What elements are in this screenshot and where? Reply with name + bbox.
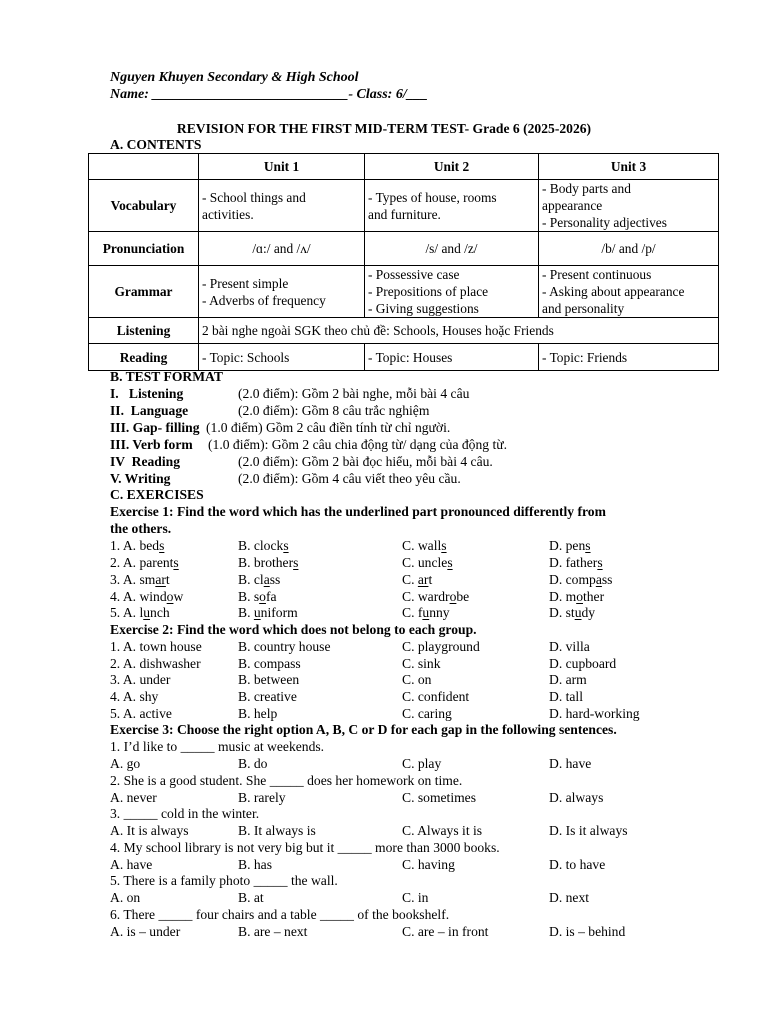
underlined-part: ar: [417, 572, 429, 587]
answer-option: D. Is it always: [549, 823, 628, 838]
table-cell: /ɑ:/ and /ʌ/: [199, 232, 365, 266]
section-a-heading: A. CONTENTS: [110, 137, 202, 152]
answer-option: B. It always is: [238, 823, 316, 838]
question-text: 3. _____ cold in the winter.: [110, 806, 260, 821]
option-word: C. art: [402, 572, 433, 587]
answer-option: C. having: [402, 856, 455, 872]
option-word: B. clocks: [238, 538, 289, 553]
option-word: C. funny: [402, 605, 450, 620]
table-row: [89, 266, 719, 318]
answer-option: A. go: [110, 756, 141, 771]
option-word: 5. A. lunch: [110, 605, 170, 620]
option-word: 1. A. town house: [110, 639, 202, 654]
table-row: [89, 318, 719, 344]
table-cell: - Topic: Schools: [199, 344, 365, 371]
option-word: B. uniform: [238, 605, 298, 620]
option-word: D. fathers: [549, 555, 603, 570]
exercise-3-title: Exercise 3: Choose the right option A, B, C or D for each gap in the following sentences.: [110, 722, 617, 737]
row-header: Listening: [89, 318, 199, 344]
question-text: 5. There is a family photo _____ the wall.: [110, 873, 338, 888]
answer-option: C. sometimes: [402, 789, 477, 805]
option-word: D. arm: [549, 672, 587, 687]
option-word: B. between: [238, 672, 300, 687]
format-item-text: (2.0 điểm): Gồm 8 câu trắc nghiệm: [238, 403, 430, 418]
option-word: 2. A. dishwasher: [110, 656, 201, 671]
underlined-part: s: [293, 555, 299, 570]
option-word: D. tall: [549, 689, 583, 704]
column-header: Unit 3: [539, 154, 719, 180]
table-cell-merged: 2 bài nghe ngoài SGK theo chủ đề: Schools, Houses hoặc Friends: [199, 318, 719, 344]
table-corner-cell: [89, 154, 199, 180]
option-word: C. sink: [402, 656, 441, 671]
answer-option: D. is – behind: [549, 923, 626, 939]
table-cell: - Topic: Friends: [539, 344, 719, 371]
name-class-line: Name: ____________________________- Class: 6/___: [110, 87, 428, 102]
option-word: 4. A. shy: [110, 689, 159, 704]
option-word: C. playground: [402, 639, 480, 654]
option-word: D. compass: [549, 572, 613, 587]
underlined-part: a: [595, 572, 602, 587]
option-word: 3. A. smart: [110, 572, 170, 587]
question-text: 2. She is a good student. She _____ does her homework on time.: [110, 772, 463, 788]
answer-option: D. have: [549, 756, 592, 771]
option-word: B. creative: [238, 689, 297, 704]
answer-option: D. to have: [549, 856, 606, 872]
underlined-part: s: [597, 555, 603, 570]
row-header: Vocabulary: [89, 180, 199, 232]
option-word: B. help: [238, 706, 278, 721]
underlined-part: s: [585, 538, 591, 553]
table-row: [89, 180, 719, 232]
row-header: Pronunciation: [89, 232, 199, 266]
table-cell: - Possessive case - Prepositions of place - Giving suggestions: [365, 266, 539, 318]
exercise-1-title: Exercise 1: Find the word which has the underlined part pronounced differently from: [110, 504, 606, 519]
answer-option: D. always: [549, 789, 604, 805]
table-header-row: [89, 154, 719, 180]
format-item-label: III. Verb form: [110, 437, 193, 452]
answer-option: C. Always it is: [402, 823, 483, 838]
format-item-label: II. Language: [110, 403, 189, 418]
answer-option: B. at: [238, 890, 264, 905]
underlined-part: u: [253, 605, 261, 620]
underlined-part: o: [449, 589, 457, 604]
section-b-heading: B. TEST FORMAT: [110, 369, 223, 384]
format-item-label: I. Listening: [110, 386, 184, 401]
format-item-text: (2.0 điểm): Gồm 2 bài đọc hiểu, mỗi bài 4 câu.: [238, 454, 493, 469]
question-text: 6. There _____ four chairs and a table _____ of the bookshelf.: [110, 906, 450, 922]
underlined-part: s: [173, 555, 179, 570]
underlined-part: ar: [155, 572, 166, 587]
option-word: 4. A. window: [110, 589, 184, 604]
answer-option: B. do: [238, 756, 268, 771]
option-word: C. uncles: [402, 555, 453, 570]
option-word: D. pens: [549, 538, 591, 553]
answer-option: A. It is always: [110, 823, 189, 838]
column-header: Unit 1: [199, 154, 365, 180]
answer-option: B. are – next: [238, 923, 308, 939]
option-word: B. compass: [238, 656, 301, 671]
option-word: B. sofa: [238, 589, 277, 604]
underlined-part: o: [166, 589, 174, 604]
option-word: C. confident: [402, 689, 470, 704]
table-row: [89, 232, 719, 266]
table-cell: /b/ and /p/: [539, 232, 719, 266]
page-title: REVISION FOR THE FIRST MID-TERM TEST- Grade 6 (2025-2026): [176, 121, 592, 136]
row-header: Grammar: [89, 266, 199, 318]
option-word: 5. A. active: [110, 706, 172, 721]
format-item-label: IV Reading: [110, 454, 180, 469]
option-word: C. wardrobe: [402, 589, 470, 604]
answer-option: A. on: [110, 890, 141, 905]
answer-option: D. next: [549, 890, 590, 905]
underlined-part: o: [259, 589, 266, 604]
option-word: C. walls: [402, 538, 447, 553]
option-word: D. villa: [549, 639, 590, 654]
answer-option: A. is – under: [110, 923, 181, 939]
option-word: B. class: [238, 572, 281, 587]
option-word: B. country house: [238, 639, 331, 654]
answer-option: A. have: [110, 856, 153, 872]
row-header: Reading: [89, 344, 199, 371]
underlined-part: u: [143, 605, 151, 620]
answer-option: C. play: [402, 756, 442, 771]
option-word: 3. A. under: [110, 672, 171, 687]
format-item-label: III. Gap- filling: [110, 420, 200, 435]
option-word: D. cupboard: [549, 656, 617, 671]
underlined-part: s: [283, 538, 289, 553]
underlined-part: u: [422, 605, 430, 620]
format-item-text: (1.0 điểm): Gồm 2 câu chia động từ/ dạng của động từ.: [208, 437, 508, 452]
question-text: 1. I’d like to _____ music at weekends.: [110, 739, 325, 754]
format-item-text: (2.0 điểm): Gồm 2 bài nghe, mỗi bài 4 câu: [238, 386, 470, 401]
table-cell: - School things and activities.: [199, 180, 365, 232]
underlined-part: s: [159, 538, 165, 553]
table-cell: /s/ and /z/: [365, 232, 539, 266]
answer-option: B. rarely: [238, 789, 286, 805]
option-word: D. study: [549, 605, 596, 620]
question-text: 4. My school library is not very big but it _____ more than 3000 books.: [110, 839, 500, 855]
table-cell: - Types of house, rooms and furniture.: [365, 180, 539, 232]
table-cell: - Topic: Houses: [365, 344, 539, 371]
format-item-label: V. Writing: [110, 471, 171, 486]
underlined-part: u: [574, 605, 582, 620]
exercise-2-title: Exercise 2: Find the word which does not belong to each group.: [110, 622, 477, 637]
option-word: B. brothers: [238, 555, 299, 570]
table-cell: - Present continuous - Asking about appearance and personality: [539, 266, 719, 318]
option-word: C. on: [402, 672, 432, 687]
option-word: C. caring: [402, 706, 452, 721]
option-word: D. mother: [549, 589, 605, 604]
option-word: 1. A. beds: [110, 538, 165, 553]
table-cell: - Present simple - Adverbs of frequency: [199, 266, 365, 318]
underlined-part: s: [441, 538, 447, 553]
table-cell: - Body parts and appearance - Personality adjectives: [539, 180, 719, 232]
contents-table: [88, 153, 719, 371]
exercise-1-title-cont: the others.: [110, 521, 172, 536]
answer-option: C. in: [402, 890, 429, 905]
format-item-text: (2.0 điểm): Gồm 4 câu viết theo yêu cầu.: [238, 471, 461, 486]
section-c-heading: C. EXERCISES: [110, 487, 204, 502]
column-header: Unit 2: [365, 154, 539, 180]
option-word: 2. A. parents: [110, 555, 179, 570]
answer-option: B. has: [238, 856, 272, 872]
table-row: [89, 344, 719, 371]
option-word: D. hard-working: [549, 706, 640, 721]
answer-option: C. are – in front: [402, 923, 489, 939]
answer-option: A. never: [110, 789, 157, 805]
format-item-text: (1.0 điểm) Gồm 2 câu điền tính từ chỉ người.: [206, 420, 451, 435]
school-name: Nguyen Khuyen Secondary & High School: [110, 70, 359, 85]
underlined-part: a: [263, 572, 270, 587]
underlined-part: s: [447, 555, 453, 570]
underlined-part: o: [576, 589, 583, 604]
